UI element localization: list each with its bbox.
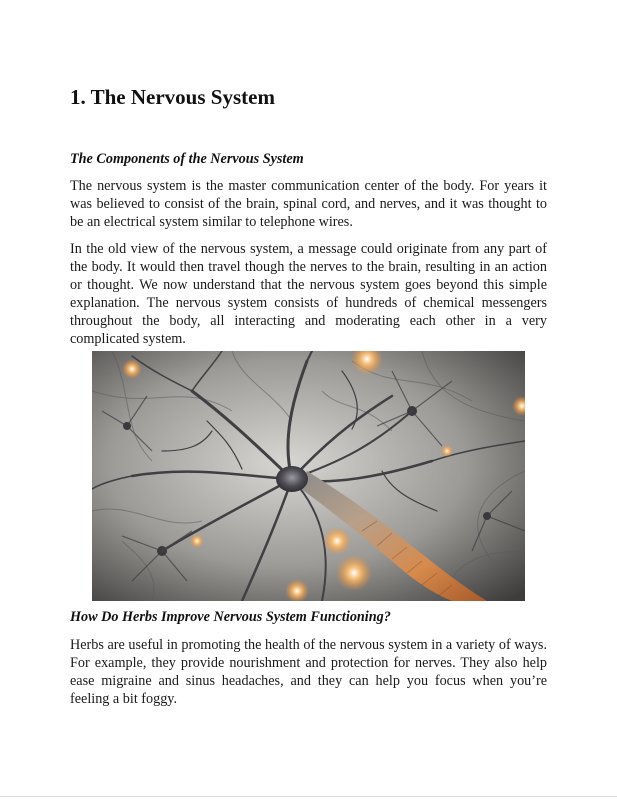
section-heading-components: The Components of the Nervous System bbox=[70, 151, 304, 167]
paragraph-components-1: The nervous system is the master communication center of the body. For years it was believed to consist of the brain, spinal cord, and nerves, and it was thought to be an electrical system similar to telephone wires. bbox=[70, 178, 547, 230]
page-bottom-divider bbox=[0, 796, 617, 797]
chapter-title: 1. The Nervous System bbox=[70, 85, 275, 109]
paragraph-components-2: In the old view of the nervous system, a message could originate from any part of the body. It would then travel though the nerves to the brain, resulting in an action or thought. We now understand that the nervous system goes beyond this simple explanation. The nervous system consists of hundreds of chemical messengers throughout the body, all interacting and moderating each other in a very complicated system. bbox=[70, 241, 547, 347]
neuron-image bbox=[92, 351, 525, 601]
paragraph-herbs-1: Herbs are useful in promoting the health of the nervous system in a variety of ways. For example, they provide nourishment and protection for nerves. They also help ease migraine and sinus headaches, and they can help you focus when you’re feeling a bit foggy. bbox=[70, 637, 547, 707]
section-heading-herbs: How Do Herbs Improve Nervous System Functioning? bbox=[70, 609, 391, 625]
